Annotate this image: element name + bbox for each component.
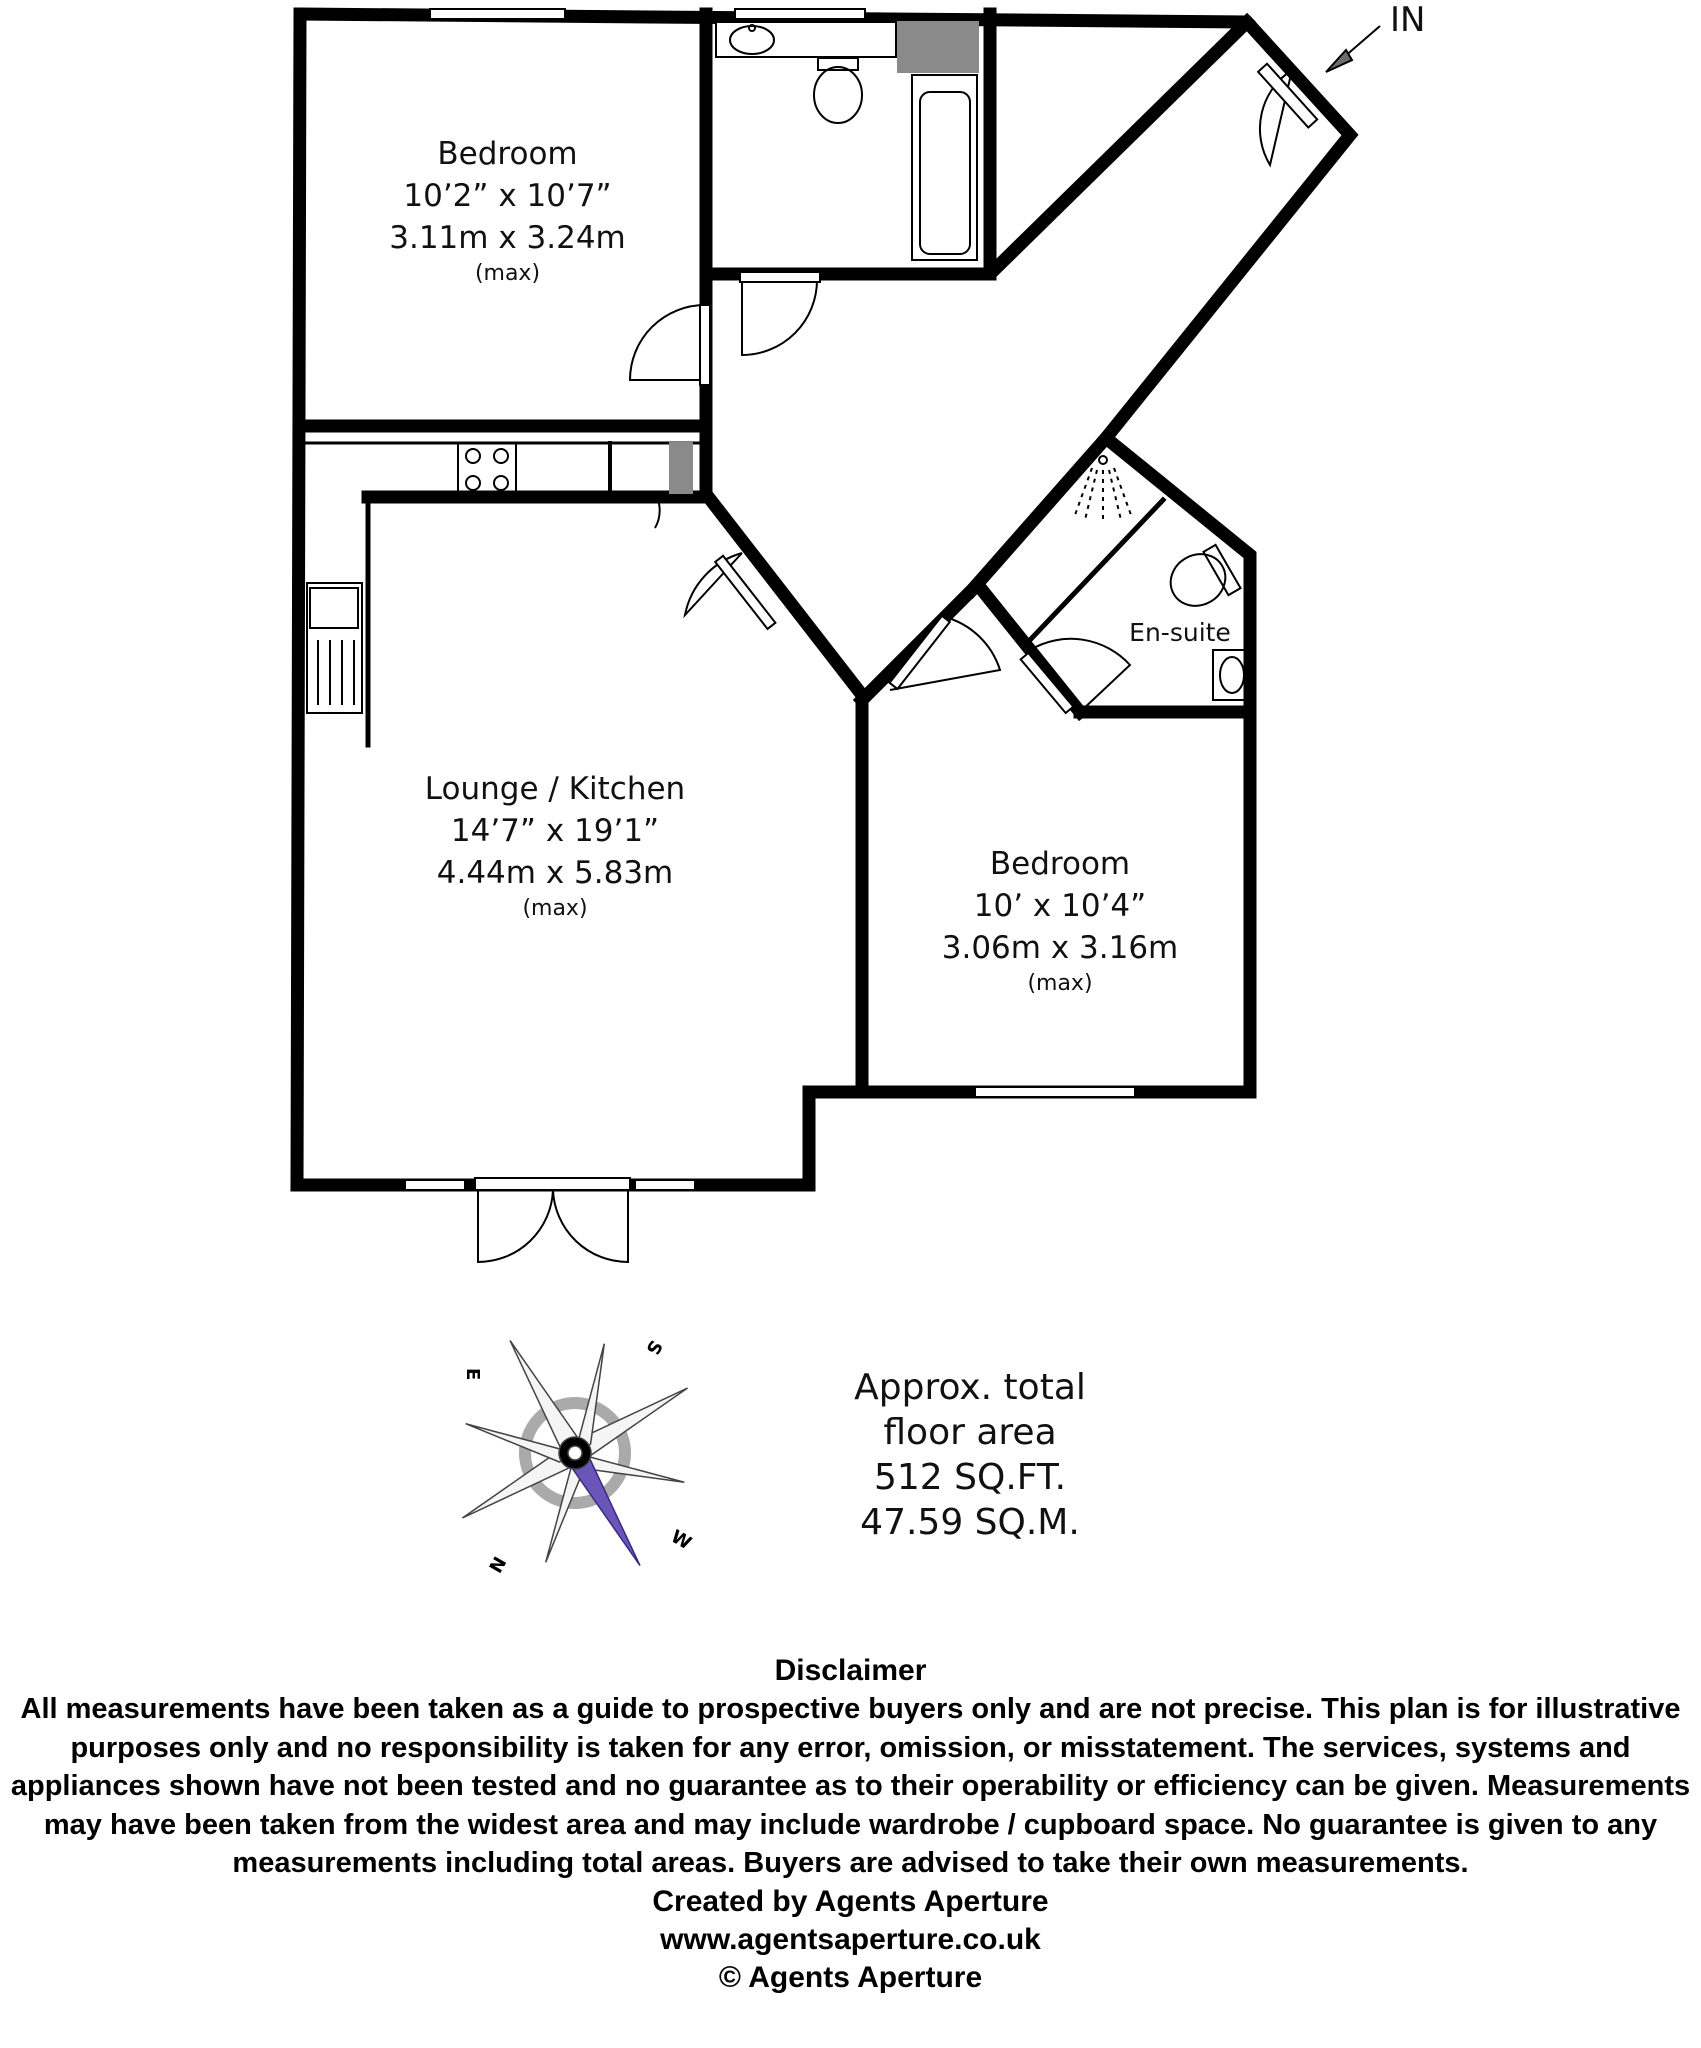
room-size-metric: 4.44m x 5.83m bbox=[436, 855, 674, 891]
wall-ensuite-left bbox=[982, 590, 1080, 712]
compass-label-w: W bbox=[667, 1526, 695, 1555]
room-label-lounge-kitchen bbox=[375, 768, 735, 924]
boiler-bathroom bbox=[898, 22, 978, 72]
room-label-ensuite: En-suite bbox=[1129, 618, 1231, 647]
disclaimer-text: All measurements have been taken as a guide to prospective buyers only and are not precise. This plan is for illustrative purposes only and no responsibility is taken for any error, omission, or misstatement. The services, systems and appliances shown have not been tested and no guarantee as to their operability or efficiency can be given. Measurements may have been taken from the widest area and may include wardrobe / cupboard space. No guarantee is given to any measurements including total areas. Buyers are advised to take their own measurements. bbox=[10, 1693, 1691, 1879]
window-lounge-right bbox=[635, 1180, 695, 1190]
door-bedroom1-swing bbox=[630, 305, 705, 380]
door-lounge-patio-right bbox=[553, 1190, 628, 1262]
disclaimer bbox=[0, 1652, 1701, 1997]
disclaimer-title: Disclaimer bbox=[774, 1654, 927, 1687]
toilet-cistern bbox=[818, 58, 858, 70]
room-size-metric: 3.11m x 3.24m bbox=[389, 220, 626, 256]
room-size-imperial: 10’ x 10’4” bbox=[973, 888, 1147, 924]
copyright: © Agents Aperture bbox=[718, 1960, 983, 1994]
entrance-label: IN bbox=[1390, 0, 1426, 40]
compass-label-s: S bbox=[641, 1336, 667, 1359]
floor-area-sqft: 512 SQ.FT. bbox=[873, 1457, 1067, 1498]
room-size-note: (max) bbox=[522, 896, 588, 921]
wall-bedroom2-diagonal bbox=[862, 590, 972, 700]
floor-area-line1: Approx. total bbox=[854, 1367, 1086, 1408]
fixtures bbox=[307, 22, 1246, 713]
floor-area-summary bbox=[820, 1365, 1120, 1545]
floor-area-line2: floor area bbox=[883, 1412, 1057, 1453]
room-label-bedroom2 bbox=[880, 843, 1240, 999]
floor-area-sqm: 47.59 SQ.M. bbox=[860, 1502, 1080, 1543]
room-size-metric: 3.06m x 3.16m bbox=[941, 930, 1179, 966]
compass-rose bbox=[397, 1275, 752, 1630]
website-link[interactable]: www.agentsaperture.co.uk bbox=[660, 1922, 1041, 1956]
window-bathroom bbox=[735, 9, 865, 19]
window-bedroom2 bbox=[975, 1087, 1135, 1097]
room-name: Bedroom bbox=[989, 846, 1131, 882]
room-size-imperial: 14’7” x 19’1” bbox=[450, 813, 660, 849]
bath bbox=[912, 75, 977, 260]
boiler-kitchen bbox=[670, 443, 692, 493]
door-bathroom-swing bbox=[742, 280, 817, 355]
compass-label-n: N bbox=[485, 1553, 512, 1578]
wall-lounge-diagonal bbox=[706, 494, 862, 695]
compass-label-e: E bbox=[462, 1368, 483, 1381]
room-name: Lounge / Kitchen bbox=[424, 771, 686, 807]
room-name: Bedroom bbox=[437, 136, 578, 172]
door-lounge-patio-left bbox=[478, 1190, 553, 1262]
room-size-note: (max) bbox=[1027, 971, 1093, 996]
window-lounge-door bbox=[475, 1178, 630, 1190]
entrance-arrow bbox=[1326, 26, 1380, 72]
room-size-note: (max) bbox=[474, 261, 541, 286]
window-lounge-left bbox=[405, 1180, 465, 1190]
window-bedroom1 bbox=[430, 9, 565, 19]
toilet-bowl bbox=[814, 67, 862, 123]
room-label-bedroom1 bbox=[330, 133, 685, 289]
toilet-ensuite bbox=[1161, 544, 1234, 615]
created-by: Created by Agents Aperture bbox=[652, 1884, 1049, 1918]
room-size-imperial: 10’2” x 10’7” bbox=[403, 178, 612, 214]
